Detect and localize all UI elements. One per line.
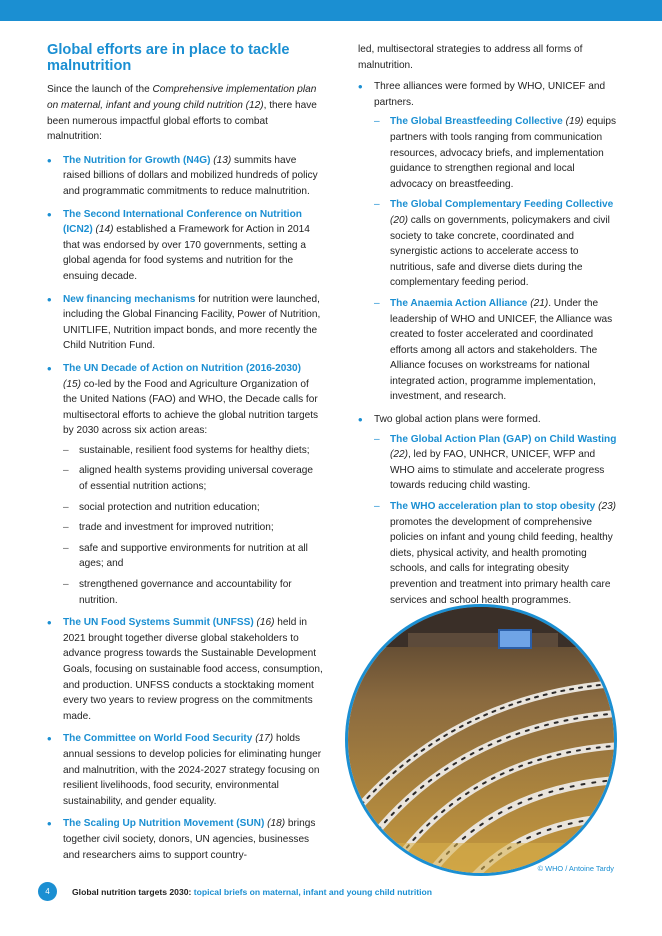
list-item-sun: • The Scaling Up Nutrition Movement (SUN) (18) brings together civil society, donors, UN agencies, businesses and researchers aims to support country- [47, 816, 323, 863]
top-accent-bar [0, 0, 662, 21]
child-wasting-gap-link[interactable]: The Global Action Plan (GAP) on Child Wasting [390, 433, 617, 445]
action-area-item: – sustainable, resilient food systems for healthy diets; [63, 443, 323, 459]
list-item-n4g: • The Nutrition for Growth (N4G) (13) summits have raised billions of dollars and mobilized hundreds of policy and programmatic commitments to reduce malnutrition. [47, 153, 323, 200]
anaemia-alliance-link[interactable]: The Anaemia Action Alliance [390, 297, 528, 309]
action-areas-list [63, 443, 323, 608]
alliance-item: – The Global Breastfeeding Collective (19) equips partners with tools ranging from communication resources, advocacy briefs, and implementation guidance to strengthen regional and local advocacy on breastfeeding. [374, 114, 618, 192]
breastfeeding-collective-link[interactable]: The Global Breastfeeding Collective [390, 116, 563, 128]
sun-link[interactable]: The Scaling Up Nutrition Movement (SUN) [63, 818, 265, 830]
global-efforts-list [47, 153, 323, 863]
list-item-icn2: • The Second International Conference on Nutrition (ICN2) (14) established a Framework for Action in 2014 that was endorsed by over 170 governments, setting a global agenda for food systems and nutrition for the ensuing decade. [47, 207, 323, 285]
plan-title: Comprehensive implementation plan on maternal, infant and young child nutrition (12) [47, 84, 317, 111]
alliances-list [374, 114, 618, 405]
list-item-cfs: • The Committee on World Food Security (17) holds annual sessions to develop policies for eliminating hunger and malnutrition, with the 2024-2027 strategy focusing on resilient livelihoods, food security, environmental sustainability, and gender equality. [47, 731, 323, 809]
action-area-item: – social protection and nutrition education; [63, 500, 323, 516]
assembly-hall-photo [348, 607, 614, 873]
footer-title: Global nutrition targets 2030: topical briefs on maternal, infant and young child nutrition [72, 887, 433, 897]
icn2-link[interactable]: The Second International Conference on Nutrition (ICN2) [63, 208, 302, 236]
section-heading: Global efforts are in place to tackle malnutrition [47, 42, 290, 75]
obesity-plan-link[interactable]: The WHO acceleration plan to stop obesity [390, 501, 596, 513]
page-number: 4 [38, 882, 57, 901]
plan-item: – The WHO acceleration plan to stop obesity (23) promotes the development of comprehensive policies on infant and young child feeding, healthy diets, physical activity, and health promoting schools, and calls for integrating obesity prevention and treatment into primary health care services and school health programmes. [374, 499, 618, 608]
financing-link[interactable]: New financing mechanisms [63, 293, 196, 305]
plans-list [374, 432, 618, 609]
complementary-feeding-collective-link[interactable]: The Global Complementary Feeding Collective [390, 199, 614, 211]
list-item-unfss: • The UN Food Systems Summit (UNFSS) (16) held in 2021 brought together diverse global stakeholders to advance progress towards the Sustainable Development Goals, focusing on sustainable food access, consumption, and production. UNFSS conducts a stocktaking moment every two years to review progress on the commitments made. [47, 615, 323, 724]
un-decade-link[interactable]: The UN Decade of Action on Nutrition (2016-2030) [63, 362, 301, 374]
continuation-text: led, multisectoral strategies to address all forms of malnutrition. [358, 44, 583, 71]
n4g-link[interactable]: The Nutrition for Growth (N4G) [63, 154, 211, 166]
unfss-link[interactable]: The UN Food Systems Summit (UNFSS) [63, 617, 254, 629]
photo-credit: © WHO / Antoine Tardy [537, 864, 614, 873]
list-item-plans: • Two global action plans were formed. – The Global Action Plan (GAP) on Child Wasting (22), led by FAO, UNHCR, UNICEF, WFP and WHO aims to stimulate and accelerate progress towards reducing child wasting. – The WHO acceleration plan to stop obesity (23) promotes the development of comprehensive policies on infant and young child feeding, healthy diets, physical activity, and health promoting schools, and calls for integrating obesity prevention and treatment into primary health care services and school health programmes. [358, 412, 618, 608]
intro-paragraph: Since the launch of the Comprehensive implementation plan on maternal, infant and young child nutrition (12), there have been numerous impactful global efforts to combat malnutrition: [47, 84, 317, 143]
action-area-item: – strengthened governance and accountability for nutrition. [63, 577, 323, 608]
alliance-item: – The Anaemia Action Alliance (21). Under the leadership of WHO and UNICEF, the Alliance was created to foster accelerated and coordinated efforts among all actors and stakeholders. The Alliance focuses on workstreams for national integrated action, programme implementation, investment, and research. [374, 296, 618, 405]
footer-subtitle: topical briefs on maternal, infant and young child nutrition [193, 887, 433, 897]
list-item-financing: • New financing mechanisms for nutrition were launched, including the Global Financing Facility, Power of Nutrition, UNITLIFE, Nutrition impact bonds, and more recently the Child Nutrition Fund. [47, 292, 323, 354]
right-column [358, 42, 618, 615]
action-area-item: – aligned health systems providing universal coverage of essential nutrition actions; [63, 463, 323, 494]
cfs-link[interactable]: The Committee on World Food Security [63, 733, 253, 745]
list-item-un-decade: • The UN Decade of Action on Nutrition (2016-2030) (15) co-led by the Food and Agriculture Organization of the United Nations (FAO) and WHO, the Decade calls for multisectoral efforts to achieve the global nutrition targets by 2030 across six action areas: – sustainable, resilient food systems for healthy diets; – aligned health systems providing universal coverage of essential nutrition actions; – social protection and nutrition education; – trade and investment for improved nutrition; – safe and supportive environments for nutrition at all ages; and – strengthened governance and accountability for nutrition. [47, 361, 323, 608]
action-area-item: – trade and investment for improved nutrition; [63, 520, 323, 536]
left-column [47, 42, 323, 870]
action-area-item: – safe and supportive environments for nutrition at all ages; and [63, 541, 323, 572]
assembly-hall-illustration [348, 607, 614, 873]
list-item-alliances: • Three alliances were formed by WHO, UNICEF and partners. – The Global Breastfeeding Collective (19) equips partners with tools ranging from communication resources, advocacy briefs, and implementation guidance to strengthen regional and local advocacy on breastfeeding. – The Global Complementary Feeding Collective (20) calls on governments, policymakers and civil society to take concrete, coordinated and synergistic actions to accelerate access to nutritious, safe and diverse diets during the complementary feeding period. – The Anaemia Action Alliance (21). Under the leadership of WHO and UNICEF, the Alliance was created to foster accelerated and coordinated efforts among all actors and stakeholders. The Alliance focuses on workstreams for national integrated action, programme implementation, investment, and research. [358, 79, 618, 405]
alliances-and-plans-list [358, 79, 618, 608]
plan-item: – The Global Action Plan (GAP) on Child Wasting (22), led by FAO, UNHCR, UNICEF, WFP and WHO aims to stimulate and accelerate progress towards reducing child wasting. [374, 432, 618, 494]
alliance-item: – The Global Complementary Feeding Collective (20) calls on governments, policymakers and civil society to take concrete, coordinated and synergistic actions to accelerate access to nutritious, safe and diverse diets during the complementary feeding period. [374, 197, 618, 291]
